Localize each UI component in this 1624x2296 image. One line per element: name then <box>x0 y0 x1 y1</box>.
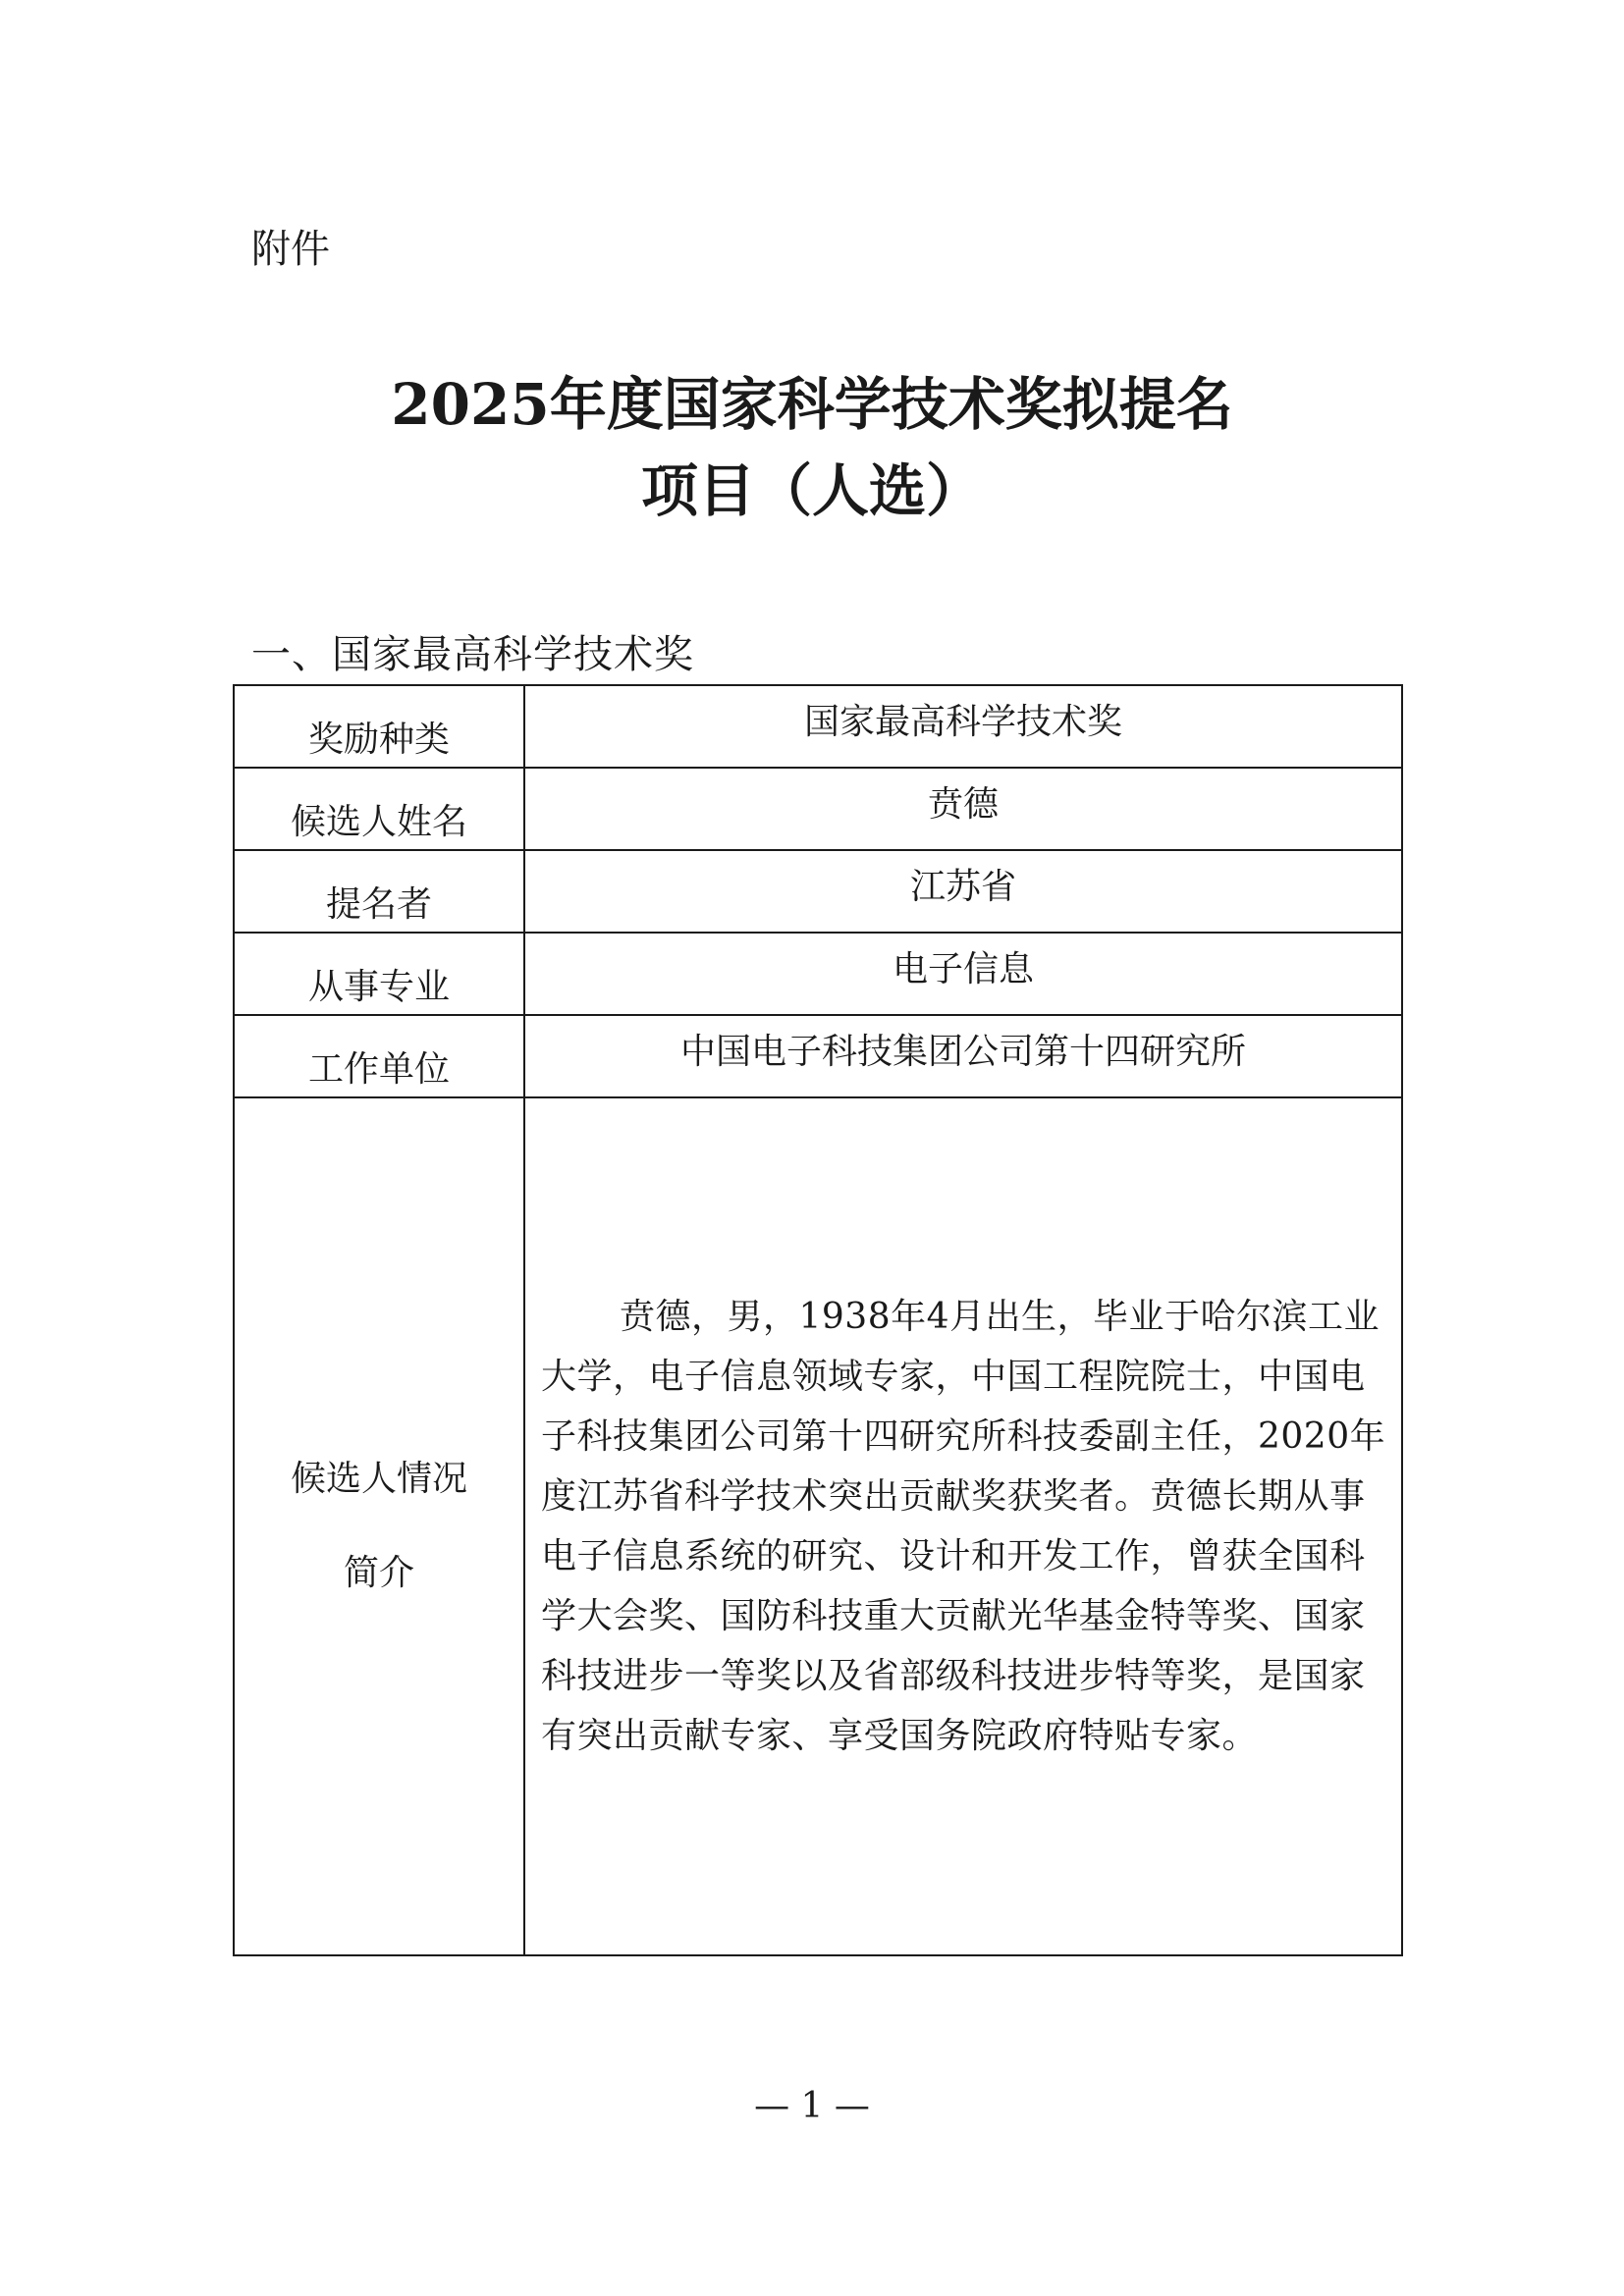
row-value-workplace: 中国电子科技集团公司第十四研究所 <box>524 1015 1402 1097</box>
row-value-candidate-name: 贲德 <box>524 768 1402 850</box>
title-line-2: 项目（人选） <box>640 457 983 524</box>
table-row <box>234 1097 1402 1955</box>
table-row <box>234 1015 1402 1097</box>
intro-label-line-1: 候选人情况 <box>290 1459 467 1499</box>
attachment-label: 附件 <box>251 227 330 272</box>
row-label-workplace: 工作单位 <box>234 1015 524 1097</box>
row-label-nominator: 提名者 <box>234 850 524 933</box>
row-label-intro <box>234 1097 524 1955</box>
nomination-table <box>233 684 1403 1956</box>
row-value-award-type: 国家最高科学技术奖 <box>524 685 1402 768</box>
row-value-profession: 电子信息 <box>524 933 1402 1015</box>
intro-label-line-2: 简介 <box>343 1553 414 1593</box>
section-heading: 一、国家最高科学技术奖 <box>251 632 694 677</box>
title-line-1: 2025年度国家科学技术奖拟提名 <box>391 371 1233 438</box>
row-label-candidate-name: 候选人姓名 <box>234 768 524 850</box>
table-row <box>234 933 1402 1015</box>
intro-text: 贲德，男，1938年4月出生，毕业于哈尔滨工业大学，电子信息领域专家，中国工程院院士，中国电子科技集团公司第十四研究所科技委副主任，2020年度江苏省科学技术突出贡献奖获奖者。贲德长期从事电子信息系统的研究、设计和开发工作，曾获全国科学大会奖、国防科技重大贡献光华基金特等奖、国家科技进步一等奖以及省部级科技进步特等奖，是国家有突出贡献专家、享受国务院政府特贴专家。 <box>541 1297 1386 1756</box>
row-label-profession: 从事专业 <box>234 933 524 1015</box>
table-row <box>234 685 1402 768</box>
row-value-intro <box>524 1097 1402 1955</box>
document-title <box>0 361 1624 534</box>
page-number: — 1 — <box>754 2086 870 2126</box>
table-row <box>234 768 1402 850</box>
row-value-nominator: 江苏省 <box>524 850 1402 933</box>
table-row <box>234 850 1402 933</box>
row-label-award-type: 奖励种类 <box>234 685 524 768</box>
